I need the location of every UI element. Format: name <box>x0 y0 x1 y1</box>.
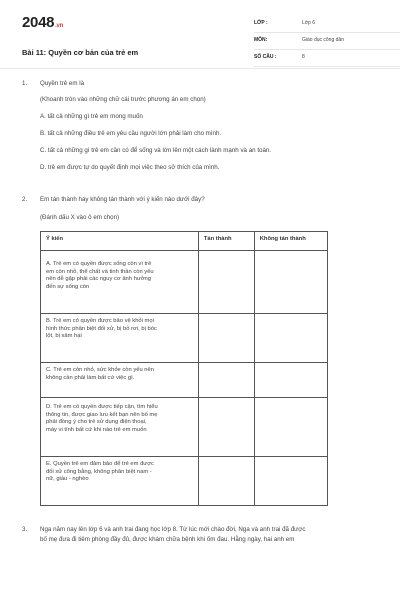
question-number: 1. <box>22 80 28 87</box>
column-header-opinion: Ý kiến <box>41 232 199 251</box>
header-divider <box>0 68 400 69</box>
meta-value: Giáo dục công dân <box>302 37 344 43</box>
question-text-line: Nga năm nay lên lớp 6 và anh trai đang học lớp 8. Từ lúc mới chào đời, Nga và anh trai đã được <box>40 526 306 533</box>
column-header-disagree: Không tán thành <box>254 232 327 251</box>
answer-option-b[interactable]: B. tất cả những điều trẻ em yêu cầu người lớn phải làm cho mình. <box>40 130 222 137</box>
worksheet-content <box>22 80 380 544</box>
table-row <box>41 314 328 363</box>
question-number: 2. <box>22 196 28 203</box>
opinion-line: nữ, giàu - nghèo <box>46 476 89 483</box>
table-header-row <box>41 232 328 251</box>
meta-key: SỐ CÂU : <box>254 54 277 60</box>
opinion-line: lột, bị xâm hại <box>46 333 82 340</box>
opinion-cell-c <box>41 363 199 398</box>
opinion-cell-e <box>41 457 199 506</box>
question-2 <box>22 196 380 506</box>
opinion-line: đến sự sống còn <box>46 283 90 290</box>
opinion-line: không cần phải làm bất cứ việc gì. <box>46 374 135 381</box>
opinion-line: nên dễ gặp phải các nguy cơ ảnh hưởng <box>46 276 151 283</box>
agree-checkbox-cell[interactable] <box>198 457 254 506</box>
meta-row-question-count <box>254 50 400 67</box>
agree-checkbox-cell[interactable] <box>198 363 254 398</box>
meta-row-subject <box>254 33 400 50</box>
answer-option-d[interactable]: D. trẻ em được tự do quyết định mọi việc theo sở thích của mình. <box>40 164 220 171</box>
page-header <box>22 14 378 64</box>
agree-checkbox-cell[interactable] <box>198 251 254 314</box>
disagree-checkbox-cell[interactable] <box>254 363 327 398</box>
meta-value: 8 <box>302 54 305 60</box>
opinion-cell-b <box>41 314 199 363</box>
agree-checkbox-cell[interactable] <box>198 314 254 363</box>
disagree-checkbox-cell[interactable] <box>254 398 327 457</box>
meta-key: LỚP : <box>254 20 268 26</box>
question-number: 3. <box>22 526 28 533</box>
question-instruction: (Khoanh tròn vào những chữ cái trước phương án em chọn) <box>40 96 206 103</box>
opinion-line: máy vi tính bất cứ khi nào trẻ em muốn <box>46 426 147 433</box>
opinion-line: B. Trẻ em có quyền được bảo vệ khỏi mọi <box>46 318 154 324</box>
logo-suffix: .vn <box>55 23 63 29</box>
answer-option-a[interactable]: A. tất cả những gì trẻ em mong muốn <box>40 113 143 120</box>
column-header-agree: Tán thành <box>198 232 254 251</box>
meta-value: Lớp 6 <box>302 20 316 26</box>
disagree-checkbox-cell[interactable] <box>254 457 327 506</box>
question-text-line: bố mẹ đưa đi tiêm phòng đầy đủ, được khám chữa bệnh khi ốm đau. Hằng ngày, hai anh em <box>40 536 295 543</box>
opinion-line: A. Trẻ em có quyền được sống còn vì trẻ <box>46 261 152 267</box>
table-row <box>41 398 328 457</box>
meta-row-grade <box>254 16 400 33</box>
opinion-line: D. Trẻ em có quyền được tiếp cận, tìm hiểu <box>46 404 158 410</box>
table-row <box>41 251 328 314</box>
document-title: Bài 11: Quyền cơ bản của trẻ em <box>22 48 139 57</box>
opinion-cell-a <box>41 251 199 314</box>
opinion-line: C. Trẻ em còn nhỏ, sức khỏe còn yếu nên <box>46 367 154 373</box>
question-1 <box>22 80 380 172</box>
opinion-line: thông tin, được giao lưu kết bạn nên bố mẹ <box>46 411 158 418</box>
document-meta <box>254 16 400 67</box>
opinion-cell-d <box>41 398 199 457</box>
opinion-line: E. Quyền trẻ em đảm bảo để trẻ em được <box>46 461 154 467</box>
opinion-table <box>40 231 328 506</box>
disagree-checkbox-cell[interactable] <box>254 314 327 363</box>
question-text: Quyền trẻ em là <box>40 80 85 87</box>
question-3 <box>22 526 380 544</box>
meta-key: MÔN: <box>254 37 268 43</box>
table-row <box>41 363 328 398</box>
agree-checkbox-cell[interactable] <box>198 398 254 457</box>
question-text: Em tán thành hay không tán thành với ý kiến nào dưới đây? <box>40 196 205 203</box>
question-instruction: (Đánh dấu X vào ô em chọn) <box>40 214 120 221</box>
opinion-line: hình thức phân biệt đối xử, bị bỏ rơi, bị bóc <box>46 325 157 332</box>
opinion-line: phải đồng ý cho trẻ sử dụng điện thoại, <box>46 419 147 426</box>
site-logo[interactable] <box>22 14 63 31</box>
answer-option-c[interactable]: C. tất cả những gì trẻ em cần có để sống và lớn lên một cách lành mạnh và an toàn. <box>40 147 272 154</box>
disagree-checkbox-cell[interactable] <box>254 251 327 314</box>
logo-text: 2048 <box>22 14 55 31</box>
opinion-line: em còn nhỏ, thể chất và tinh thần còn yếu <box>46 268 154 275</box>
table-row <box>41 457 328 506</box>
opinion-line: đối xử công bằng, không phân biệt nam - <box>46 468 152 475</box>
